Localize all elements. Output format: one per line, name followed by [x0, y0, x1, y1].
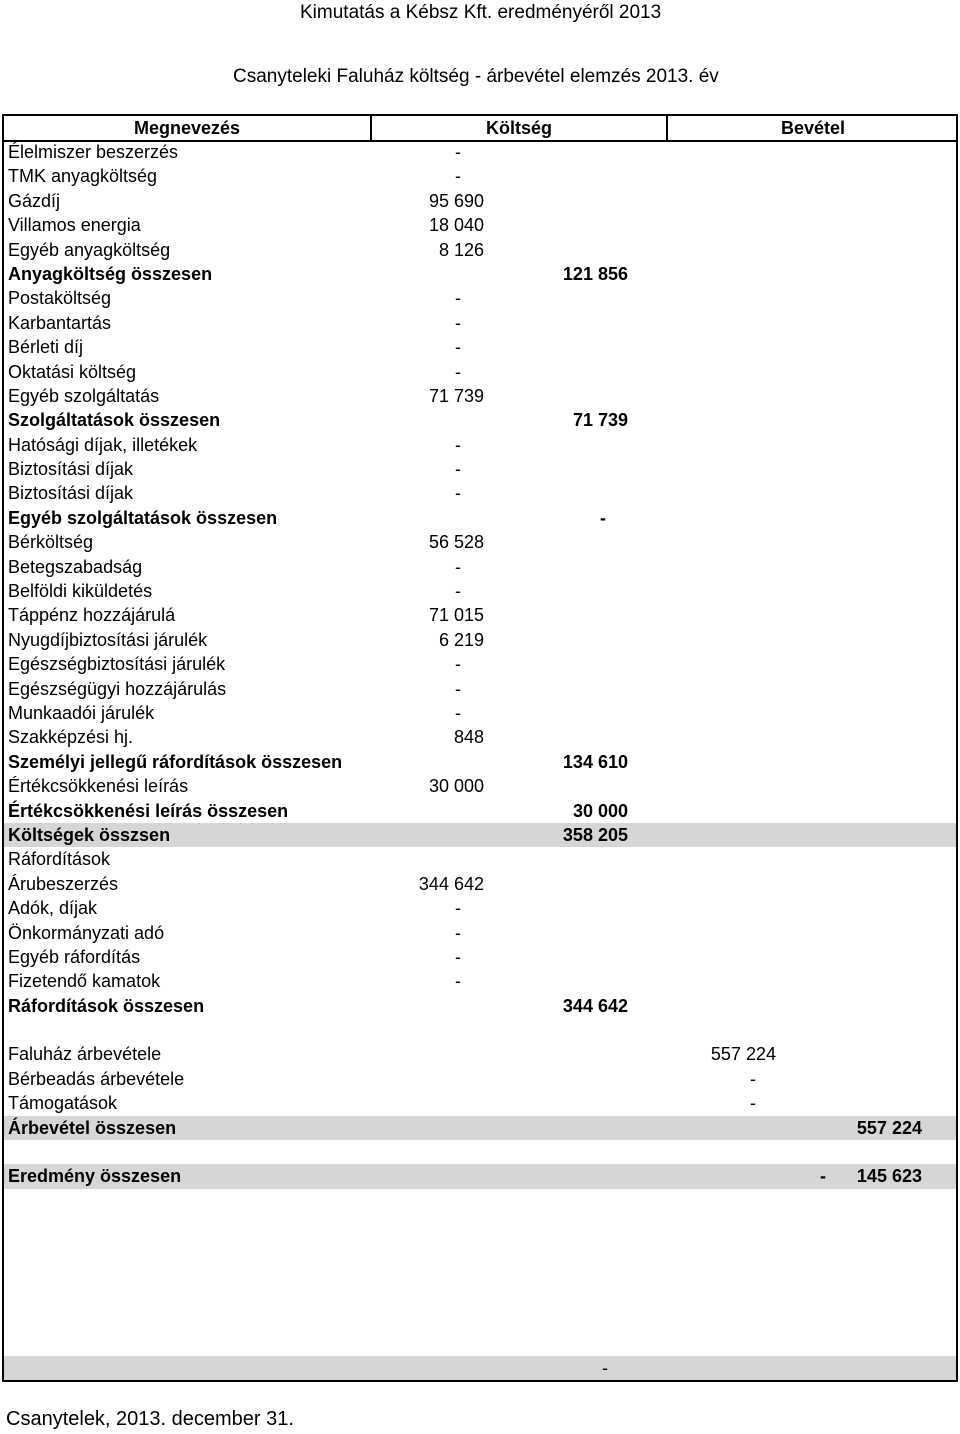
row-label: Egészségügyi hozzájárulás	[8, 678, 227, 699]
cost-item-value: 8 126	[438, 239, 484, 260]
table-row	[4, 1067, 956, 1091]
table-row	[4, 872, 956, 896]
table-row	[4, 262, 956, 286]
row-label: Bérköltség	[8, 532, 94, 553]
footer-place-date: Csanytelek, 2013. december 31.	[6, 1408, 294, 1430]
cost-item-value: -	[455, 459, 461, 480]
row-label: Szakképzési hj.	[8, 727, 134, 748]
cost-item-value: -	[455, 434, 461, 455]
table-row	[4, 555, 956, 579]
table-row	[4, 896, 956, 920]
row-label: Adók, díjak	[8, 898, 98, 919]
row-label: Betegszabadság	[8, 556, 143, 577]
table-row	[4, 603, 956, 627]
row-label: Munkaadói járulék	[8, 702, 155, 723]
blank-row	[4, 1140, 956, 1164]
header-divider	[666, 116, 668, 140]
cost-item-value: 56 528	[428, 532, 484, 553]
table-row	[4, 213, 956, 237]
row-label: Értékcsökkenési leírás összesen	[8, 800, 289, 821]
table-row	[4, 335, 956, 359]
row-label: Postaköltség	[8, 288, 112, 309]
table-row	[4, 384, 956, 408]
table-row	[4, 360, 956, 384]
row-label: Szolgáltatások összesen	[8, 410, 221, 431]
row-label: Költségek összsen	[8, 824, 171, 845]
table-row	[4, 1091, 956, 1115]
cost-item-value: -	[455, 312, 461, 333]
cost-subtotal-value: 30 000	[572, 800, 628, 821]
row-label: Táppénz hozzájárulá	[8, 605, 176, 626]
table-row	[4, 481, 956, 505]
header-divider	[370, 116, 372, 140]
table-row	[4, 530, 956, 554]
cost-item-value: -	[455, 922, 461, 943]
row-label: Önkormányzati adó	[8, 922, 165, 943]
table-row	[4, 945, 956, 969]
cost-item-value: -	[455, 581, 461, 602]
cost-subtotal-value: 358 205	[562, 824, 628, 845]
table-row	[4, 1164, 956, 1188]
cost-item-value: -	[455, 702, 461, 723]
table-body	[4, 140, 956, 1189]
bottom-band-value: -	[602, 1358, 608, 1378]
table-row	[4, 677, 956, 701]
row-label: Egyéb anyagköltség	[8, 239, 171, 260]
row-label: Árubeszerzés	[8, 873, 119, 894]
revenue-item-value: -	[750, 1093, 756, 1114]
cost-item-value: -	[455, 288, 461, 309]
cost-item-value: 30 000	[428, 776, 484, 797]
table-row	[4, 750, 956, 774]
table-row	[4, 433, 956, 457]
row-label: Támogatások	[8, 1093, 118, 1114]
table-row	[4, 969, 956, 993]
cost-item-value: -	[455, 654, 461, 675]
table-row	[4, 579, 956, 603]
header-cost: Költség	[485, 118, 552, 138]
row-label: Anyagköltség összesen	[8, 263, 213, 284]
row-label: Ráfordítások	[8, 849, 111, 870]
revenue-total-value: 557 224	[856, 1117, 922, 1138]
table-row	[4, 140, 956, 164]
cost-item-value: 18 040	[428, 215, 484, 236]
cost-item-value: -	[455, 142, 461, 162]
cost-item-value: -	[455, 971, 461, 992]
document-subtitle: Csanyteleki Faluház költség - árbevétel elemzés 2013. év	[233, 66, 719, 87]
cost-item-value: -	[455, 556, 461, 577]
cost-subtotal-value: -	[600, 507, 606, 528]
table-row	[4, 994, 956, 1018]
table-row	[4, 457, 956, 481]
row-label: Ráfordítások összesen	[8, 995, 205, 1016]
row-label: Karbantartás	[8, 312, 112, 333]
row-label: Bérleti díj	[8, 337, 84, 358]
row-label: Oktatási költség	[8, 361, 137, 382]
row-label: Egyéb szolgáltatások összesen	[8, 507, 278, 528]
cost-subtotal-value: 121 856	[562, 263, 628, 284]
document-title: Kimutatás a Kébsz Kft. eredményéről 2013	[300, 2, 662, 23]
revenue-item-value: -	[750, 1068, 756, 1089]
row-label: Élelmiszer beszerzés	[8, 142, 179, 162]
cost-revenue-table	[2, 114, 958, 1382]
cost-item-value: 6 219	[438, 629, 484, 650]
table-row	[4, 823, 956, 847]
table-row	[4, 238, 956, 262]
row-label: Bérbeadás árbevétele	[8, 1068, 185, 1089]
row-label: Nyugdíjbiztosítási járulék	[8, 629, 208, 650]
blank-row	[4, 1018, 956, 1042]
table-row	[4, 506, 956, 530]
row-label: Árbevétel összesen	[8, 1117, 177, 1138]
row-label: Biztosítási díjak	[8, 459, 134, 480]
cost-subtotal-value: 344 642	[562, 995, 628, 1016]
cost-subtotal-value: 71 739	[572, 410, 628, 431]
table-row	[4, 1116, 956, 1140]
table-row	[4, 408, 956, 432]
table-header	[4, 116, 956, 142]
header-revenue: Bevétel	[780, 118, 846, 138]
table-row	[4, 286, 956, 310]
cost-item-value: -	[455, 337, 461, 358]
row-label: Hatósági díjak, illetékek	[8, 434, 198, 455]
table-row	[4, 799, 956, 823]
cost-item-value: 344 642	[418, 873, 484, 894]
row-label: Eredmény összesen	[8, 1166, 182, 1187]
cost-item-value: 848	[453, 727, 484, 748]
cost-item-value: -	[455, 361, 461, 382]
row-label: Egyéb ráfordítás	[8, 946, 141, 967]
table-row	[4, 921, 956, 945]
row-label: TMK anyagköltség	[8, 166, 158, 187]
revenue-item-value: 557 224	[710, 1044, 776, 1065]
cost-item-value: -	[455, 166, 461, 187]
cost-item-value: -	[455, 678, 461, 699]
table-row	[4, 164, 956, 188]
table-row	[4, 189, 956, 213]
row-label: Biztosítási díjak	[8, 483, 134, 504]
table-row	[4, 725, 956, 749]
cost-subtotal-value: 134 610	[562, 751, 628, 772]
table-row	[4, 1042, 956, 1066]
cost-item-value: -	[455, 898, 461, 919]
row-label: Értékcsökkenési leírás	[8, 776, 189, 797]
cost-item-value: 71 739	[428, 385, 484, 406]
header-name: Megnevezés	[133, 118, 241, 138]
table-row	[4, 701, 956, 725]
row-label: Belföldi kiküldetés	[8, 581, 153, 602]
row-label: Egyéb szolgáltatás	[8, 385, 160, 406]
revenue-total-value: 145 623	[856, 1166, 922, 1187]
row-label: Egészségbiztosítási járulék	[8, 654, 226, 675]
row-label: Személyi jellegű ráfordítások összesen	[8, 751, 343, 772]
table-row	[4, 847, 956, 871]
table-row	[4, 311, 956, 335]
result-sign: -	[820, 1166, 826, 1187]
row-label: Villamos energia	[8, 215, 141, 236]
cost-item-value: -	[455, 946, 461, 967]
cost-item-value: 71 015	[428, 605, 484, 626]
row-label: Fizetendő kamatok	[8, 971, 161, 992]
table-row	[4, 652, 956, 676]
table-row	[4, 628, 956, 652]
table-row	[4, 774, 956, 798]
cost-item-value: -	[455, 483, 461, 504]
row-label: Gázdíj	[8, 190, 61, 211]
bottom-shaded-band	[4, 1356, 956, 1380]
cost-item-value: 95 690	[428, 190, 484, 211]
row-label: Faluház árbevétele	[8, 1044, 162, 1065]
